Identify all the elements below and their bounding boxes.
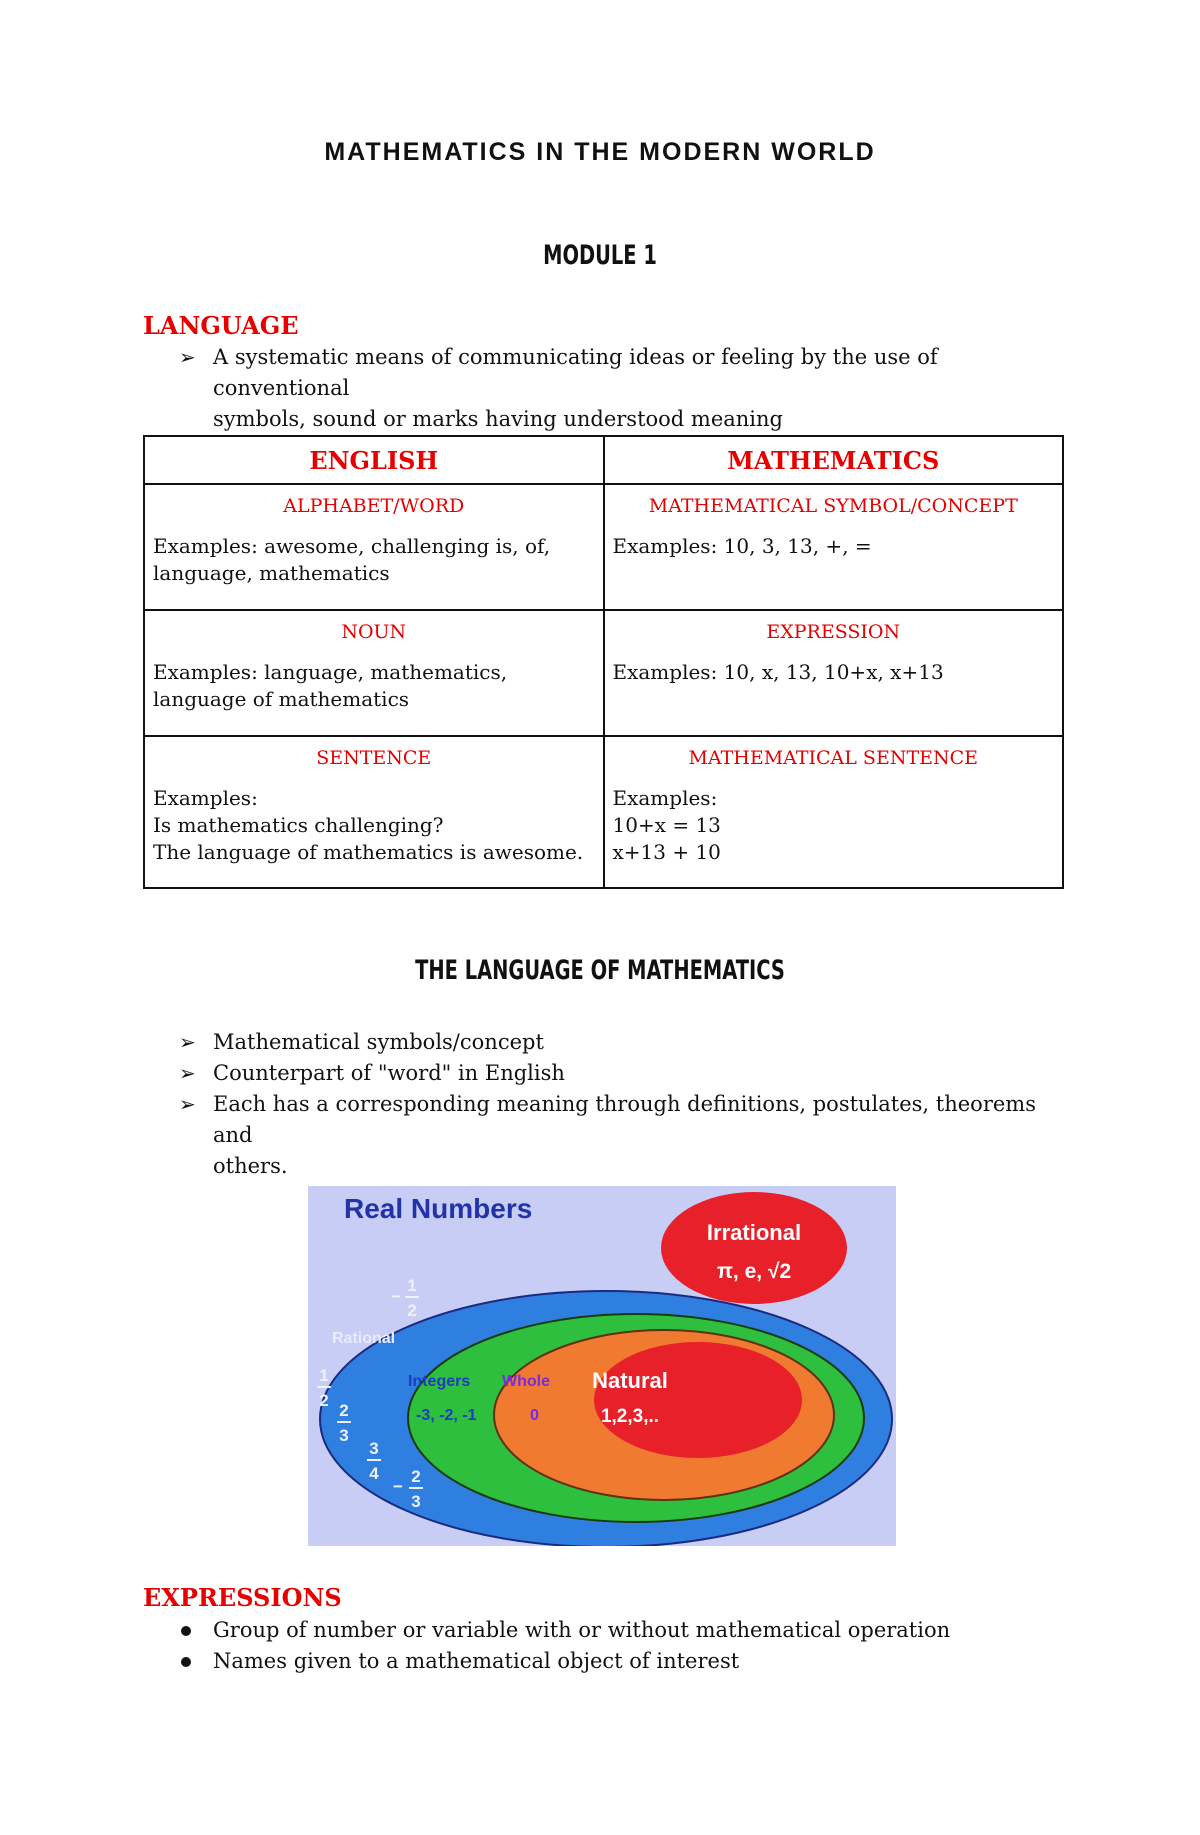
list-item: symbols, sound or marks having understood meaning — [213, 407, 783, 431]
language-definition-list — [143, 342, 1043, 435]
bullet-dot-icon — [181, 1657, 191, 1667]
svg-text:1: 1 — [319, 1366, 329, 1385]
examples-text: Examples: 10+x = 13 x+13 + 10 — [612, 786, 721, 864]
examples-text: Examples: language, mathematics, language of mathematics — [153, 660, 508, 711]
list-item: ➢ Counterpart of "word" in English — [143, 1058, 1043, 1089]
whole-examples: 0 — [530, 1407, 539, 1424]
examples-text: Examples: 10, 3, 13, +, = — [612, 534, 872, 558]
list-item: Group of number or variable with or without mathematical operation — [143, 1615, 1043, 1646]
svg-text:1: 1 — [407, 1276, 417, 1295]
svg-text:3: 3 — [411, 1492, 421, 1511]
svg-text:−: − — [393, 1477, 403, 1496]
svg-text:2: 2 — [411, 1467, 421, 1486]
natural-label: Natural — [592, 1368, 668, 1393]
list-item: ➢ Each has a corresponding meaning through definitions, postulates, theorems and — [143, 1089, 1043, 1151]
real-numbers-title: Real Numbers — [344, 1193, 533, 1224]
table-cell — [144, 736, 604, 888]
category-label: MATHEMATICAL SYMBOL/CONCEPT — [648, 495, 1018, 517]
arrow-bullet-icon: ➢ — [179, 1030, 196, 1054]
column-header-english: ENGLISH — [144, 436, 604, 484]
expressions-list — [143, 1615, 1043, 1677]
list-item: others. — [213, 1154, 288, 1178]
table-row — [144, 736, 1063, 888]
table-cell — [604, 736, 1064, 888]
category-label: SENTENCE — [316, 747, 432, 769]
whole-label: Whole — [502, 1373, 550, 1390]
document-title: MATHEMATICS IN THE MODERN WORLD — [324, 138, 876, 166]
category-label: NOUN — [341, 621, 407, 643]
arrow-bullet-icon: ➢ — [179, 1061, 196, 1085]
category-label: EXPRESSION — [766, 621, 901, 643]
irrational-examples: π, e, √2 — [716, 1260, 792, 1283]
language-of-mathematics-list — [143, 1027, 1043, 1182]
svg-text:3: 3 — [339, 1426, 349, 1445]
list-item: Names given to a mathematical object of interest — [143, 1646, 1043, 1677]
expressions-heading: EXPRESSIONS — [143, 1583, 342, 1612]
table-row — [144, 484, 1063, 610]
svg-text:2: 2 — [339, 1401, 349, 1420]
svg-text:2: 2 — [319, 1391, 329, 1410]
table-cell — [144, 484, 604, 610]
category-label: ALPHABET/WORD — [283, 495, 465, 517]
examples-text: Examples: awesome, challenging is, of, language, mathematics — [153, 534, 551, 585]
natural-set-ellipse — [594, 1342, 802, 1458]
table-row — [144, 610, 1063, 736]
table-cell — [144, 610, 604, 736]
irrational-label: Irrational — [706, 1220, 802, 1245]
examples-text: Examples: Is mathematics challenging? The language of mathematics is awesome. — [153, 786, 584, 864]
irrational-set-ellipse — [661, 1192, 847, 1304]
integers-label: Integers — [408, 1373, 471, 1390]
category-label: MATHEMATICAL SENTENCE — [688, 747, 979, 769]
rational-label: Rational — [332, 1330, 396, 1347]
examples-text: Examples: 10, x, 13, 10+x, x+13 — [612, 660, 944, 684]
real-numbers-venn-diagram — [308, 1186, 896, 1546]
table-cell — [604, 484, 1064, 610]
module-heading: MODULE 1 — [543, 240, 657, 271]
svg-text:3: 3 — [369, 1439, 379, 1458]
svg-text:2: 2 — [407, 1301, 417, 1320]
language-heading: LANGUAGE — [143, 311, 299, 340]
table-cell — [604, 610, 1064, 736]
natural-examples: 1,2,3,.. — [600, 1406, 660, 1427]
column-header-mathematics: MATHEMATICS — [604, 436, 1064, 484]
svg-text:−: − — [391, 1287, 401, 1306]
svg-text:4: 4 — [369, 1464, 379, 1483]
list-item: ➢ Mathematical symbols/concept — [143, 1027, 1043, 1058]
arrow-bullet-icon: ➢ — [179, 345, 196, 369]
bullet-dot-icon — [181, 1626, 191, 1636]
list-item: ➢ A systematic means of communicating ideas or feeling by the use of conventional — [143, 342, 1043, 404]
integers-examples: -3, -2, -1 — [416, 1407, 477, 1424]
arrow-bullet-icon: ➢ — [179, 1092, 196, 1116]
english-vs-mathematics-table — [143, 435, 1064, 889]
language-of-mathematics-heading: THE LANGUAGE OF MATHEMATICS — [415, 955, 785, 986]
